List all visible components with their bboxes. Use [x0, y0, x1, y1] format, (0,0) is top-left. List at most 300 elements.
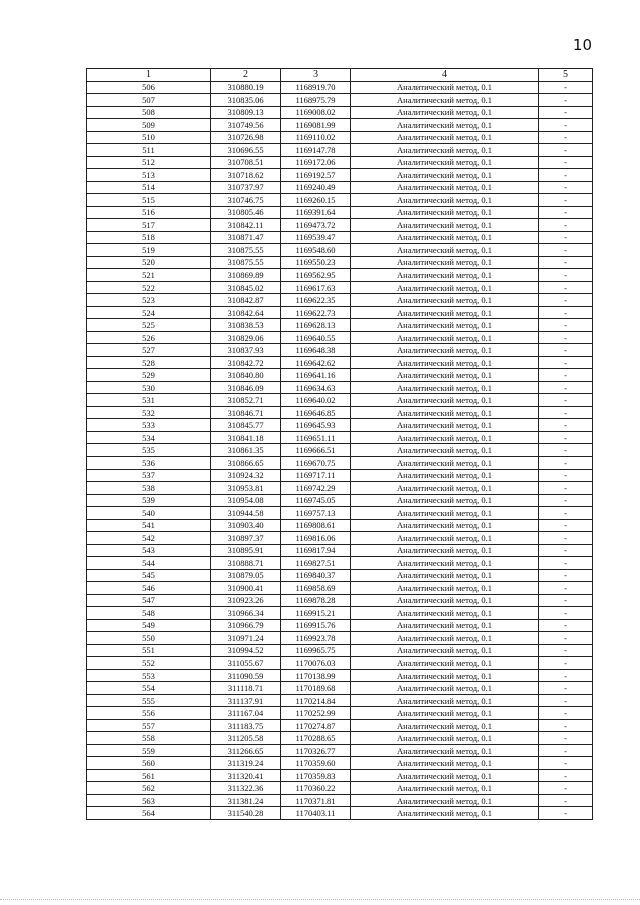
- note-cell: -: [539, 444, 593, 457]
- point-number-cell: 549: [87, 619, 211, 632]
- y-coordinate-cell: 1169645.93: [281, 419, 351, 432]
- x-coordinate-cell: 311381.24: [211, 794, 281, 807]
- method-cell: Аналитический метод, 0.1: [351, 569, 539, 582]
- table-row: [87, 144, 593, 157]
- y-coordinate-cell: 1170359.60: [281, 757, 351, 770]
- table-row: [87, 582, 593, 595]
- table-row: [87, 544, 593, 557]
- method-cell: Аналитический метод, 0.1: [351, 732, 539, 745]
- method-cell: Аналитический метод, 0.1: [351, 582, 539, 595]
- point-number-cell: 519: [87, 244, 211, 257]
- table-row: [87, 219, 593, 232]
- note-cell: -: [539, 106, 593, 119]
- y-coordinate-cell: 1169172.06: [281, 156, 351, 169]
- method-cell: Аналитический метод, 0.1: [351, 719, 539, 732]
- note-cell: -: [539, 456, 593, 469]
- point-number-cell: 557: [87, 719, 211, 732]
- y-coordinate-cell: 1169915.76: [281, 619, 351, 632]
- method-cell: Аналитический метод, 0.1: [351, 281, 539, 294]
- note-cell: -: [539, 381, 593, 394]
- point-number-cell: 562: [87, 782, 211, 795]
- x-coordinate-cell: 310842.64: [211, 306, 281, 319]
- point-number-cell: 525: [87, 319, 211, 332]
- method-cell: Аналитический метод, 0.1: [351, 81, 539, 94]
- y-coordinate-cell: 1169260.15: [281, 194, 351, 207]
- point-number-cell: 527: [87, 344, 211, 357]
- method-cell: Аналитический метод, 0.1: [351, 369, 539, 382]
- point-number-cell: 507: [87, 94, 211, 107]
- point-number-cell: 544: [87, 557, 211, 570]
- point-number-cell: 509: [87, 119, 211, 132]
- table-row: [87, 369, 593, 382]
- y-coordinate-cell: 1169539.47: [281, 231, 351, 244]
- x-coordinate-cell: 311055.67: [211, 657, 281, 670]
- method-cell: Аналитический метод, 0.1: [351, 782, 539, 795]
- x-coordinate-cell: 310861.35: [211, 444, 281, 457]
- table-row: [87, 707, 593, 720]
- table-row: [87, 406, 593, 419]
- table-row: [87, 719, 593, 732]
- y-coordinate-cell: 1169816.06: [281, 532, 351, 545]
- note-cell: -: [539, 194, 593, 207]
- y-coordinate-cell: 1170214.84: [281, 694, 351, 707]
- x-coordinate-cell: 310869.89: [211, 269, 281, 282]
- x-coordinate-cell: 311322.36: [211, 782, 281, 795]
- y-coordinate-cell: 1169192.57: [281, 169, 351, 182]
- point-number-cell: 558: [87, 732, 211, 745]
- note-cell: -: [539, 769, 593, 782]
- method-cell: Аналитический метод, 0.1: [351, 694, 539, 707]
- method-cell: Аналитический метод, 0.1: [351, 331, 539, 344]
- method-cell: Аналитический метод, 0.1: [351, 482, 539, 495]
- method-cell: Аналитический метод, 0.1: [351, 131, 539, 144]
- x-coordinate-cell: 310805.46: [211, 206, 281, 219]
- x-coordinate-cell: 310924.32: [211, 469, 281, 482]
- y-coordinate-cell: 1169622.73: [281, 306, 351, 319]
- footer-rule: [0, 899, 640, 900]
- y-coordinate-cell: 1169915.21: [281, 607, 351, 620]
- note-cell: -: [539, 144, 593, 157]
- note-cell: -: [539, 744, 593, 757]
- x-coordinate-cell: 310737.97: [211, 181, 281, 194]
- table-row: [87, 594, 593, 607]
- y-coordinate-cell: 1169640.55: [281, 331, 351, 344]
- point-number-cell: 517: [87, 219, 211, 232]
- note-cell: -: [539, 206, 593, 219]
- method-cell: Аналитический метод, 0.1: [351, 707, 539, 720]
- x-coordinate-cell: 310840.80: [211, 369, 281, 382]
- table-row: [87, 431, 593, 444]
- x-coordinate-cell: 310966.79: [211, 619, 281, 632]
- note-cell: -: [539, 256, 593, 269]
- header-col-2: 2: [211, 69, 281, 82]
- point-number-cell: 546: [87, 582, 211, 595]
- table-row: [87, 569, 593, 582]
- y-coordinate-cell: 1170252.99: [281, 707, 351, 720]
- table-row: [87, 269, 593, 282]
- y-coordinate-cell: 1169391.64: [281, 206, 351, 219]
- y-coordinate-cell: 1169670.75: [281, 456, 351, 469]
- point-number-cell: 543: [87, 544, 211, 557]
- point-number-cell: 515: [87, 194, 211, 207]
- point-number-cell: 534: [87, 431, 211, 444]
- point-number-cell: 532: [87, 406, 211, 419]
- note-cell: -: [539, 219, 593, 232]
- x-coordinate-cell: 311319.24: [211, 757, 281, 770]
- x-coordinate-cell: 311090.59: [211, 669, 281, 682]
- point-number-cell: 521: [87, 269, 211, 282]
- note-cell: -: [539, 306, 593, 319]
- table-row: [87, 557, 593, 570]
- note-cell: -: [539, 694, 593, 707]
- x-coordinate-cell: 310971.24: [211, 632, 281, 645]
- y-coordinate-cell: 1169923.78: [281, 632, 351, 645]
- point-number-cell: 530: [87, 381, 211, 394]
- header-col-4: 4: [351, 69, 539, 82]
- note-cell: -: [539, 344, 593, 357]
- x-coordinate-cell: 310837.93: [211, 344, 281, 357]
- x-coordinate-cell: 310879.05: [211, 569, 281, 582]
- y-coordinate-cell: 1170076.03: [281, 657, 351, 670]
- point-number-cell: 523: [87, 294, 211, 307]
- method-cell: Аналитический метод, 0.1: [351, 744, 539, 757]
- method-cell: Аналитический метод, 0.1: [351, 469, 539, 482]
- note-cell: -: [539, 231, 593, 244]
- point-number-cell: 508: [87, 106, 211, 119]
- table-row: [87, 319, 593, 332]
- method-cell: Аналитический метод, 0.1: [351, 456, 539, 469]
- table-row: [87, 256, 593, 269]
- x-coordinate-cell: 310829.06: [211, 331, 281, 344]
- x-coordinate-cell: 310953.81: [211, 482, 281, 495]
- point-number-cell: 555: [87, 694, 211, 707]
- method-cell: Аналитический метод, 0.1: [351, 381, 539, 394]
- x-coordinate-cell: 310696.55: [211, 144, 281, 157]
- y-coordinate-cell: 1169641.16: [281, 369, 351, 382]
- note-cell: -: [539, 557, 593, 570]
- note-cell: -: [539, 582, 593, 595]
- point-number-cell: 563: [87, 794, 211, 807]
- table-row: [87, 119, 593, 132]
- note-cell: -: [539, 244, 593, 257]
- y-coordinate-cell: 1169827.51: [281, 557, 351, 570]
- x-coordinate-cell: 310852.71: [211, 394, 281, 407]
- y-coordinate-cell: 1170288.65: [281, 732, 351, 745]
- x-coordinate-cell: 310842.87: [211, 294, 281, 307]
- method-cell: Аналитический метод, 0.1: [351, 94, 539, 107]
- note-cell: -: [539, 632, 593, 645]
- method-cell: Аналитический метод, 0.1: [351, 769, 539, 782]
- x-coordinate-cell: 311320.41: [211, 769, 281, 782]
- table-row: [87, 632, 593, 645]
- page-number: 10: [572, 36, 592, 54]
- x-coordinate-cell: 310871.47: [211, 231, 281, 244]
- method-cell: Аналитический метод, 0.1: [351, 306, 539, 319]
- point-number-cell: 554: [87, 682, 211, 695]
- note-cell: -: [539, 181, 593, 194]
- x-coordinate-cell: 310966.34: [211, 607, 281, 620]
- note-cell: -: [539, 707, 593, 720]
- table-row: [87, 694, 593, 707]
- y-coordinate-cell: 1169628.13: [281, 319, 351, 332]
- point-number-cell: 547: [87, 594, 211, 607]
- table-row: [87, 769, 593, 782]
- method-cell: Аналитический метод, 0.1: [351, 406, 539, 419]
- x-coordinate-cell: 311183.75: [211, 719, 281, 732]
- method-cell: Аналитический метод, 0.1: [351, 206, 539, 219]
- y-coordinate-cell: 1169965.75: [281, 644, 351, 657]
- method-cell: Аналитический метод, 0.1: [351, 519, 539, 532]
- note-cell: -: [539, 719, 593, 732]
- note-cell: -: [539, 419, 593, 432]
- y-coordinate-cell: 1169642.62: [281, 356, 351, 369]
- table-row: [87, 657, 593, 670]
- y-coordinate-cell: 1170138.99: [281, 669, 351, 682]
- note-cell: -: [539, 431, 593, 444]
- method-cell: Аналитический метод, 0.1: [351, 269, 539, 282]
- point-number-cell: 539: [87, 494, 211, 507]
- note-cell: -: [539, 319, 593, 332]
- method-cell: Аналитический метод, 0.1: [351, 244, 539, 257]
- table-row: [87, 807, 593, 820]
- table-row: [87, 294, 593, 307]
- coordinates-table: [86, 68, 593, 820]
- x-coordinate-cell: 310841.18: [211, 431, 281, 444]
- y-coordinate-cell: 1169550.23: [281, 256, 351, 269]
- table-row: [87, 444, 593, 457]
- x-coordinate-cell: 311540.28: [211, 807, 281, 820]
- y-coordinate-cell: 1169147.78: [281, 144, 351, 157]
- x-coordinate-cell: 310880.19: [211, 81, 281, 94]
- x-coordinate-cell: 310944.58: [211, 507, 281, 520]
- y-coordinate-cell: 1169808.61: [281, 519, 351, 532]
- note-cell: -: [539, 169, 593, 182]
- note-cell: -: [539, 294, 593, 307]
- point-number-cell: 518: [87, 231, 211, 244]
- x-coordinate-cell: 310842.72: [211, 356, 281, 369]
- method-cell: Аналитический метод, 0.1: [351, 657, 539, 670]
- note-cell: -: [539, 369, 593, 382]
- table-row: [87, 732, 593, 745]
- table-row: [87, 231, 593, 244]
- method-cell: Аналитический метод, 0.1: [351, 419, 539, 432]
- table-row: [87, 469, 593, 482]
- method-cell: Аналитический метод, 0.1: [351, 394, 539, 407]
- x-coordinate-cell: 310726.98: [211, 131, 281, 144]
- method-cell: Аналитический метод, 0.1: [351, 219, 539, 232]
- y-coordinate-cell: 1168975.79: [281, 94, 351, 107]
- x-coordinate-cell: 311137.91: [211, 694, 281, 707]
- method-cell: Аналитический метод, 0.1: [351, 444, 539, 457]
- point-number-cell: 528: [87, 356, 211, 369]
- method-cell: Аналитический метод, 0.1: [351, 294, 539, 307]
- header-row: [87, 69, 593, 82]
- method-cell: Аналитический метод, 0.1: [351, 632, 539, 645]
- method-cell: Аналитический метод, 0.1: [351, 594, 539, 607]
- method-cell: Аналитический метод, 0.1: [351, 757, 539, 770]
- method-cell: Аналитический метод, 0.1: [351, 557, 539, 570]
- x-coordinate-cell: 310746.75: [211, 194, 281, 207]
- x-coordinate-cell: 310866.65: [211, 456, 281, 469]
- method-cell: Аналитический метод, 0.1: [351, 119, 539, 132]
- table-row: [87, 306, 593, 319]
- point-number-cell: 541: [87, 519, 211, 532]
- note-cell: -: [539, 119, 593, 132]
- point-number-cell: 529: [87, 369, 211, 382]
- x-coordinate-cell: 310900.41: [211, 582, 281, 595]
- point-number-cell: 551: [87, 644, 211, 657]
- note-cell: -: [539, 269, 593, 282]
- table-row: [87, 156, 593, 169]
- note-cell: -: [539, 782, 593, 795]
- y-coordinate-cell: 1170274.87: [281, 719, 351, 732]
- x-coordinate-cell: 310809.13: [211, 106, 281, 119]
- y-coordinate-cell: 1170189.68: [281, 682, 351, 695]
- note-cell: -: [539, 81, 593, 94]
- table-row: [87, 169, 593, 182]
- table-row: [87, 482, 593, 495]
- x-coordinate-cell: 310846.71: [211, 406, 281, 419]
- note-cell: -: [539, 394, 593, 407]
- table-row: [87, 507, 593, 520]
- note-cell: -: [539, 482, 593, 495]
- table-row: [87, 281, 593, 294]
- point-number-cell: 550: [87, 632, 211, 645]
- note-cell: -: [539, 682, 593, 695]
- note-cell: -: [539, 657, 593, 670]
- table-row: [87, 744, 593, 757]
- point-number-cell: 542: [87, 532, 211, 545]
- y-coordinate-cell: 1170403.11: [281, 807, 351, 820]
- method-cell: Аналитический метод, 0.1: [351, 431, 539, 444]
- method-cell: Аналитический метод, 0.1: [351, 319, 539, 332]
- y-coordinate-cell: 1169473.72: [281, 219, 351, 232]
- table-row: [87, 607, 593, 620]
- table-body: [87, 81, 593, 819]
- method-cell: Аналитический метод, 0.1: [351, 607, 539, 620]
- point-number-cell: 537: [87, 469, 211, 482]
- note-cell: -: [539, 669, 593, 682]
- x-coordinate-cell: 310835.06: [211, 94, 281, 107]
- table-row: [87, 81, 593, 94]
- x-coordinate-cell: 310749.56: [211, 119, 281, 132]
- method-cell: Аналитический метод, 0.1: [351, 194, 539, 207]
- method-cell: Аналитический метод, 0.1: [351, 794, 539, 807]
- y-coordinate-cell: 1169840.37: [281, 569, 351, 582]
- point-number-cell: 559: [87, 744, 211, 757]
- x-coordinate-cell: 311266.65: [211, 744, 281, 757]
- y-coordinate-cell: 1169651.11: [281, 431, 351, 444]
- y-coordinate-cell: 1169110.02: [281, 131, 351, 144]
- table-row: [87, 106, 593, 119]
- table-row: [87, 244, 593, 257]
- method-cell: Аналитический метод, 0.1: [351, 669, 539, 682]
- point-number-cell: 560: [87, 757, 211, 770]
- y-coordinate-cell: 1169648.38: [281, 344, 351, 357]
- table-row: [87, 419, 593, 432]
- note-cell: -: [539, 281, 593, 294]
- note-cell: -: [539, 469, 593, 482]
- note-cell: -: [539, 732, 593, 745]
- y-coordinate-cell: 1169240.49: [281, 181, 351, 194]
- x-coordinate-cell: 310718.62: [211, 169, 281, 182]
- note-cell: -: [539, 807, 593, 820]
- y-coordinate-cell: 1169666.51: [281, 444, 351, 457]
- x-coordinate-cell: 310994.52: [211, 644, 281, 657]
- note-cell: -: [539, 569, 593, 582]
- note-cell: -: [539, 494, 593, 507]
- header-col-1: 1: [87, 69, 211, 82]
- method-cell: Аналитический метод, 0.1: [351, 106, 539, 119]
- note-cell: -: [539, 794, 593, 807]
- x-coordinate-cell: 310708.51: [211, 156, 281, 169]
- table-header: [87, 69, 593, 82]
- y-coordinate-cell: 1169562.95: [281, 269, 351, 282]
- note-cell: -: [539, 519, 593, 532]
- y-coordinate-cell: 1169634.63: [281, 381, 351, 394]
- point-number-cell: 548: [87, 607, 211, 620]
- point-number-cell: 556: [87, 707, 211, 720]
- table-row: [87, 181, 593, 194]
- y-coordinate-cell: 1169858.69: [281, 582, 351, 595]
- table-row: [87, 94, 593, 107]
- x-coordinate-cell: 310875.55: [211, 256, 281, 269]
- point-number-cell: 514: [87, 181, 211, 194]
- table-row: [87, 344, 593, 357]
- note-cell: -: [539, 619, 593, 632]
- y-coordinate-cell: 1169640.02: [281, 394, 351, 407]
- y-coordinate-cell: 1170326.77: [281, 744, 351, 757]
- table-row: [87, 519, 593, 532]
- y-coordinate-cell: 1169878.28: [281, 594, 351, 607]
- method-cell: Аналитический метод, 0.1: [351, 181, 539, 194]
- note-cell: -: [539, 94, 593, 107]
- y-coordinate-cell: 1169745.05: [281, 494, 351, 507]
- method-cell: Аналитический метод, 0.1: [351, 356, 539, 369]
- x-coordinate-cell: 310875.55: [211, 244, 281, 257]
- point-number-cell: 531: [87, 394, 211, 407]
- x-coordinate-cell: 310842.11: [211, 219, 281, 232]
- method-cell: Аналитический метод, 0.1: [351, 644, 539, 657]
- point-number-cell: 510: [87, 131, 211, 144]
- y-coordinate-cell: 1169008.02: [281, 106, 351, 119]
- method-cell: Аналитический метод, 0.1: [351, 231, 539, 244]
- point-number-cell: 545: [87, 569, 211, 582]
- y-coordinate-cell: 1170360.22: [281, 782, 351, 795]
- point-number-cell: 511: [87, 144, 211, 157]
- method-cell: Аналитический метод, 0.1: [351, 682, 539, 695]
- y-coordinate-cell: 1168919.70: [281, 81, 351, 94]
- method-cell: Аналитический метод, 0.1: [351, 344, 539, 357]
- y-coordinate-cell: 1169081.99: [281, 119, 351, 132]
- y-coordinate-cell: 1169548.60: [281, 244, 351, 257]
- table-row: [87, 456, 593, 469]
- point-number-cell: 538: [87, 482, 211, 495]
- x-coordinate-cell: 310903.40: [211, 519, 281, 532]
- method-cell: Аналитический метод, 0.1: [351, 619, 539, 632]
- y-coordinate-cell: 1169617.63: [281, 281, 351, 294]
- table-row: [87, 669, 593, 682]
- note-cell: -: [539, 532, 593, 545]
- table-row: [87, 131, 593, 144]
- note-cell: -: [539, 507, 593, 520]
- point-number-cell: 564: [87, 807, 211, 820]
- table-row: [87, 782, 593, 795]
- table-row: [87, 194, 593, 207]
- point-number-cell: 526: [87, 331, 211, 344]
- method-cell: Аналитический метод, 0.1: [351, 169, 539, 182]
- method-cell: Аналитический метод, 0.1: [351, 144, 539, 157]
